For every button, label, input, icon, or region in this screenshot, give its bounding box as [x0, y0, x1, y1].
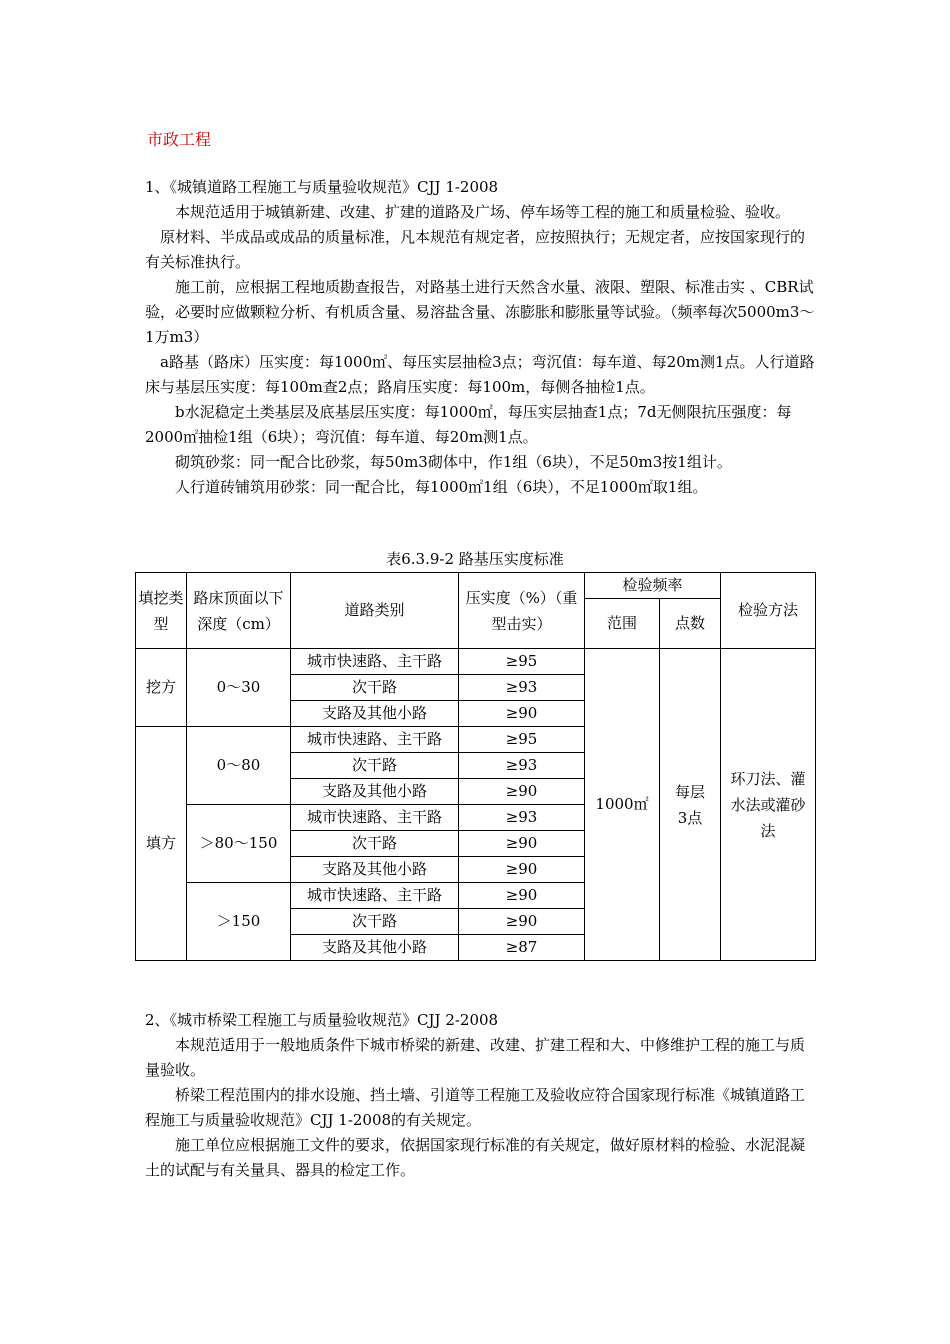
header-type: 填挖类型: [136, 573, 187, 649]
compaction-cell: ≥95: [459, 727, 585, 753]
depth-cell: 0～30: [187, 649, 291, 727]
table-row: [136, 649, 816, 675]
section-1-title: 1、《城镇道路工程施工与质量验收规范》CJJ 1-2008: [145, 178, 499, 196]
road-cell: 城市快速路、主干路: [291, 883, 459, 909]
points-cell: 每层3点: [660, 649, 721, 961]
header-frequency: 检验频率: [585, 573, 721, 599]
compaction-cell: ≥90: [459, 831, 585, 857]
depth-cell: 0～80: [187, 727, 291, 805]
compaction-cell: ≥93: [459, 805, 585, 831]
compaction-cell: ≥95: [459, 649, 585, 675]
cut-label: 挖方: [136, 649, 187, 727]
paragraph: 人行道砖铺筑用砂浆：同一配合比，每1000㎡1组（6块），不足1000㎡取1组。: [175, 478, 708, 496]
compaction-cell: ≥93: [459, 675, 585, 701]
header-depth: 路床顶面以下深度（cm）: [187, 573, 291, 649]
road-cell: 支路及其他小路: [291, 779, 459, 805]
method-cell: 环刀法、灌水法或灌砂法: [721, 649, 816, 961]
road-cell: 城市快速路、主干路: [291, 727, 459, 753]
section-heading: 市政工程: [147, 130, 212, 149]
paragraph: 砌筑砂浆：同一配合比砂浆，每50m3砌体中，作1组（6块），不足50m3按1组计。: [175, 453, 732, 471]
compaction-cell: ≥90: [459, 883, 585, 909]
road-cell: 支路及其他小路: [291, 935, 459, 961]
depth-cell: ＞80～150: [187, 805, 291, 883]
compaction-cell: ≥90: [459, 909, 585, 935]
paragraph: 施工前，应根据工程地质勘查报告，对路基土进行天然含水量、液限、塑限、标准击实 、CBR试验，必要时应做颗粒分析、有机质含量、易溶盐含量、冻膨胀和膨胀量等试验。（频率每次5000m3～1万m3）: [145, 278, 815, 346]
road-cell: 城市快速路、主干路: [291, 649, 459, 675]
compaction-cell: ≥90: [459, 779, 585, 805]
compaction-table: [135, 572, 816, 961]
road-cell: 次干路: [291, 831, 459, 857]
compaction-cell: ≥90: [459, 857, 585, 883]
table-caption: 表6.3.9-2 路基压实度标准: [386, 550, 564, 568]
compaction-cell: ≥90: [459, 701, 585, 727]
paragraph: 本规范适用于城镇新建、改建、扩建的道路及广场、停车场等工程的施工和质量检验、验收。: [175, 203, 791, 221]
header-road: 道路类别: [291, 573, 459, 649]
header-method: 检验方法: [721, 573, 816, 649]
paragraph: 原材料、半成品或成品的质量标准，凡本规范有规定者，应按照执行；无规定者，应按国家现行的有关标准执行。: [145, 228, 806, 271]
paragraph: a路基（路床）压实度：每1000㎡、每压实层抽检3点；弯沉值：每车道、每20m测1点。人行道路床与基层压实度：每100m查2点；路肩压实度：每100m，每侧各抽检1点。: [145, 353, 815, 396]
road-cell: 次干路: [291, 675, 459, 701]
paragraph: 桥梁工程范围内的排水设施、挡土墙、引道等工程施工及验收应符合国家现行标准《城镇道路工程施工与质量验收规范》CJJ 1-2008的有关规定。: [145, 1086, 806, 1129]
compaction-cell: ≥93: [459, 753, 585, 779]
road-cell: 支路及其他小路: [291, 857, 459, 883]
road-cell: 次干路: [291, 909, 459, 935]
road-cell: 支路及其他小路: [291, 701, 459, 727]
header-points: 点数: [660, 599, 721, 649]
header-range: 范围: [585, 599, 660, 649]
paragraph: b水泥稳定土类基层及底基层压实度：每1000㎡，每压实层抽查1点；7d无侧限抗压强度：每2000㎡抽检1组（6块）；弯沉值：每车道、每20m测1点。: [145, 403, 792, 446]
road-cell: 次干路: [291, 753, 459, 779]
paragraph: 施工单位应根据施工文件的要求，依据国家现行标准的有关规定，做好原材料的检验、水泥混凝土的试配与有关量具、器具的检定工作。: [145, 1136, 806, 1179]
depth-cell: ＞150: [187, 883, 291, 961]
section-1: [145, 175, 815, 500]
range-cell: 1000㎡: [585, 649, 660, 961]
compaction-cell: ≥87: [459, 935, 585, 961]
paragraph: 本规范适用于一般地质条件下城市桥梁的新建、改建、扩建工程和大、中修维护工程的施工与质量验收。: [145, 1036, 806, 1079]
header-compaction: 压实度（%）（重型击实）: [459, 573, 585, 649]
fill-label: 填方: [136, 727, 187, 961]
section-2-title: 2、《城市桥梁工程施工与质量验收规范》CJJ 2-2008: [145, 1011, 499, 1029]
road-cell: 城市快速路、主干路: [291, 805, 459, 831]
section-2: [145, 1008, 815, 1183]
